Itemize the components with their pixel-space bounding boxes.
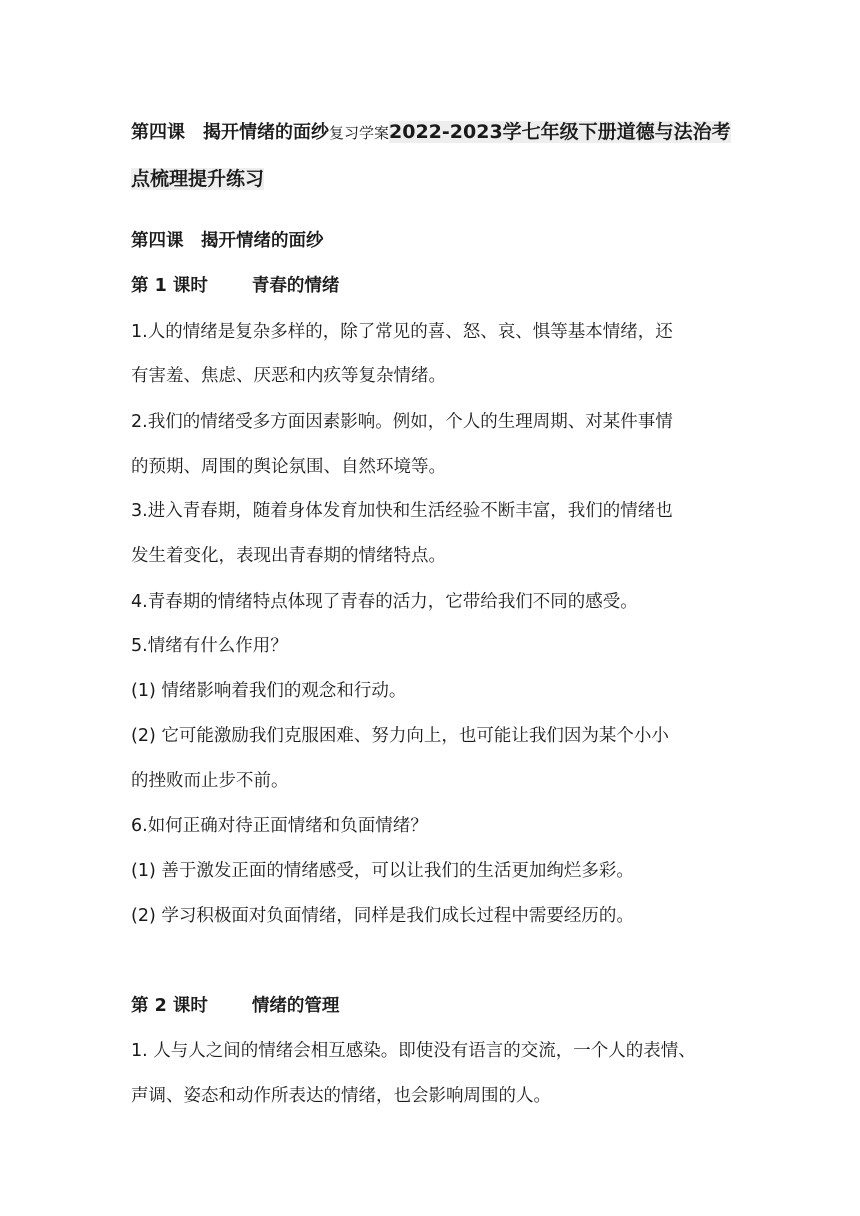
- section-2-label: 第 2 课时: [131, 996, 208, 1016]
- lesson-heading: 第四课 揭开情绪的面纱: [131, 231, 324, 251]
- paragraph-line: 1.人的情绪是复杂多样的，除了常见的喜、怒、哀、惧等基本情绪，还: [131, 322, 673, 342]
- section-2-heading: [131, 994, 339, 1018]
- paragraph-line: 的预期、周围的舆论氛围、自然环境等。: [131, 457, 446, 477]
- section-1-heading: [131, 274, 339, 298]
- paragraph-line: 6.如何正确对待正面情绪和负面情绪？: [131, 816, 428, 836]
- section-2-name: 情绪的管理: [251, 996, 340, 1016]
- paragraph-line: 1. 人与人之间的情绪会相互感染。即使没有语言的交流，一个人的表情、: [131, 1041, 696, 1061]
- document-title: [131, 109, 731, 203]
- paragraph-line: 的挫败而止步不前。: [131, 771, 289, 791]
- paragraph-line: 有害羞、焦虑、厌恶和内疚等复杂情绪。: [131, 366, 446, 386]
- paragraph-line: 声调、姿态和动作所表达的情绪，也会影响周围的人。: [131, 1086, 551, 1106]
- section-1-name: 青春的情绪: [251, 276, 340, 296]
- title-review-plan: 复习学案: [329, 124, 390, 142]
- paragraph-line: (1) 善于激发正面的情绪感受，可以让我们的生活更加绚烂多彩。: [131, 861, 634, 881]
- paragraph-line: 5.情绪有什么作用？: [131, 636, 288, 656]
- paragraph-line: (1) 情绪影响着我们的观念和行动。: [131, 681, 407, 701]
- paragraph-line: 发生着变化，表现出青春期的情绪特点。: [131, 546, 446, 566]
- paragraph-line: (2) 学习积极面对负面情绪，同样是我们成长过程中需要经历的。: [131, 906, 634, 926]
- paragraph-line: 4.青春期的情绪特点体现了青春的活力，它带给我们不同的感受。: [131, 592, 638, 612]
- paragraph-line: 3.进入青春期，随着身体发育加快和生活经验不断丰富，我们的情绪也: [131, 501, 673, 521]
- title-lesson: 第四课 揭开情绪的面纱: [131, 122, 329, 143]
- paragraph-line: 2.我们的情绪受多方面因素影响。例如，个人的生理周期、对某件事情: [131, 412, 673, 432]
- paragraph-line: (2) 它可能激励我们克服困难、努力向上，也可能让我们因为某个小小: [131, 726, 669, 746]
- section-1-label: 第 1 课时: [131, 276, 208, 296]
- title-highlight: 2022-2023学七年级下册道德与法治考点梳理提升练习: [131, 121, 731, 190]
